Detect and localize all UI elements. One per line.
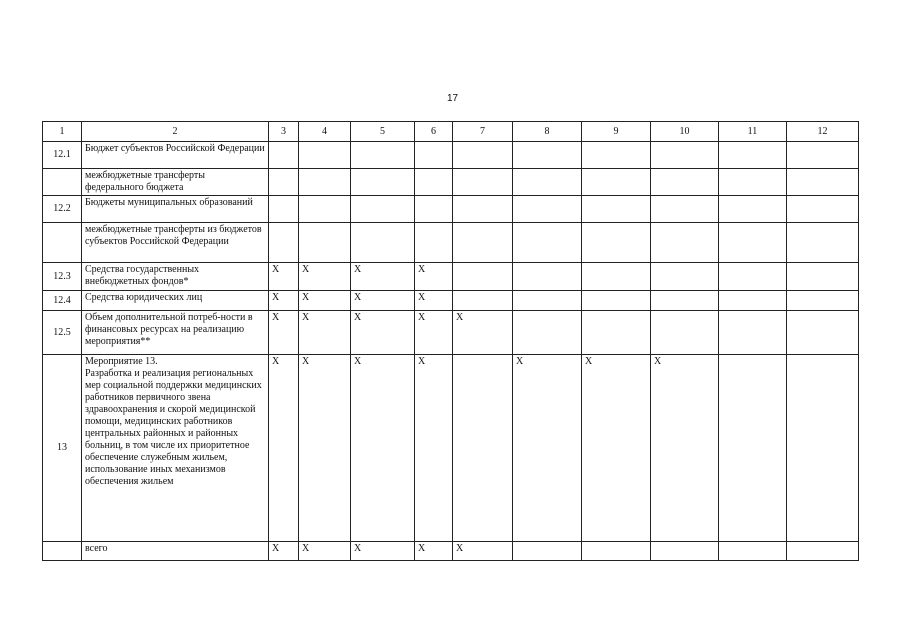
row-description: Средства государственных внебюджетных фондов* bbox=[82, 263, 269, 291]
row-number: 12.1 bbox=[43, 142, 82, 169]
table-row bbox=[43, 311, 859, 355]
mark-cell bbox=[453, 355, 513, 542]
mark-cell: X bbox=[453, 542, 513, 561]
column-header: 4 bbox=[299, 122, 351, 142]
table-row bbox=[43, 142, 859, 169]
row-number bbox=[43, 542, 82, 561]
page-number: 17 bbox=[446, 93, 459, 104]
mark-cell bbox=[299, 169, 351, 196]
mark-cell bbox=[787, 263, 859, 291]
mark-cell bbox=[582, 196, 651, 223]
mark-cell: X bbox=[351, 291, 415, 311]
table-row bbox=[43, 355, 859, 542]
mark-cell: X bbox=[269, 542, 299, 561]
mark-cell bbox=[582, 223, 651, 263]
mark-cell bbox=[787, 355, 859, 542]
mark-cell bbox=[651, 263, 719, 291]
mark-cell bbox=[582, 311, 651, 355]
mark-cell bbox=[269, 142, 299, 169]
mark-cell bbox=[787, 142, 859, 169]
mark-cell bbox=[787, 196, 859, 223]
table-row bbox=[43, 196, 859, 223]
row-number: 12.3 bbox=[43, 263, 82, 291]
row-description: межбюджетные трансферты из бюджетов субъектов Российской Федерации bbox=[82, 223, 269, 263]
column-header: 11 bbox=[719, 122, 787, 142]
mark-cell bbox=[299, 223, 351, 263]
column-header: 2 bbox=[82, 122, 269, 142]
column-header: 10 bbox=[651, 122, 719, 142]
mark-cell: X bbox=[415, 291, 453, 311]
mark-cell bbox=[513, 291, 582, 311]
mark-cell bbox=[651, 542, 719, 561]
mark-cell: X bbox=[299, 263, 351, 291]
mark-cell bbox=[269, 196, 299, 223]
mark-cell: X bbox=[415, 263, 453, 291]
mark-cell: X bbox=[269, 291, 299, 311]
mark-cell bbox=[351, 223, 415, 263]
mark-cell bbox=[651, 223, 719, 263]
mark-cell bbox=[453, 223, 513, 263]
mark-cell bbox=[453, 196, 513, 223]
row-number: 13 bbox=[43, 355, 82, 542]
row-description: Средства юридических лиц bbox=[82, 291, 269, 311]
column-header: 5 bbox=[351, 122, 415, 142]
mark-cell bbox=[269, 169, 299, 196]
mark-cell: X bbox=[415, 311, 453, 355]
row-description: Бюджеты муниципальных образований bbox=[82, 196, 269, 223]
mark-cell bbox=[787, 291, 859, 311]
mark-cell bbox=[582, 263, 651, 291]
mark-cell bbox=[351, 196, 415, 223]
mark-cell: X bbox=[269, 263, 299, 291]
mark-cell: X bbox=[299, 311, 351, 355]
table-body bbox=[43, 122, 859, 561]
mark-cell: X bbox=[453, 311, 513, 355]
mark-cell bbox=[513, 223, 582, 263]
mark-cell bbox=[453, 142, 513, 169]
row-number: 12.4 bbox=[43, 291, 82, 311]
row-description: всего bbox=[82, 542, 269, 561]
row-number: 12.5 bbox=[43, 311, 82, 355]
mark-cell bbox=[719, 142, 787, 169]
table-row bbox=[43, 223, 859, 263]
mark-cell bbox=[719, 169, 787, 196]
mark-cell bbox=[651, 196, 719, 223]
mark-cell bbox=[453, 169, 513, 196]
mark-cell: X bbox=[351, 355, 415, 542]
mark-cell bbox=[719, 263, 787, 291]
column-header: 7 bbox=[453, 122, 513, 142]
mark-cell bbox=[719, 542, 787, 561]
mark-cell bbox=[513, 311, 582, 355]
mark-cell bbox=[651, 291, 719, 311]
row-number bbox=[43, 223, 82, 263]
mark-cell bbox=[299, 142, 351, 169]
mark-cell: X bbox=[415, 542, 453, 561]
mark-cell bbox=[719, 355, 787, 542]
mark-cell bbox=[415, 142, 453, 169]
mark-cell: X bbox=[651, 355, 719, 542]
mark-cell bbox=[651, 311, 719, 355]
mark-cell bbox=[787, 223, 859, 263]
mark-cell bbox=[787, 169, 859, 196]
mark-cell bbox=[651, 169, 719, 196]
mark-cell bbox=[582, 542, 651, 561]
table-row bbox=[43, 169, 859, 196]
mark-cell bbox=[415, 223, 453, 263]
mark-cell bbox=[582, 142, 651, 169]
mark-cell: X bbox=[351, 311, 415, 355]
row-number: 12.2 bbox=[43, 196, 82, 223]
column-header: 12 bbox=[787, 122, 859, 142]
mark-cell bbox=[719, 311, 787, 355]
row-description: Мероприятие 13. Разработка и реализация региональных мер социальной поддержки медицинских работников первичного звена здравоохранения и скорой медицинской помощи, медицинских работников центральных районных и районных больниц, в том числе их приоритетное обеспечение служебным жильем, использование иных механизмов обеспечения жильем bbox=[82, 355, 269, 542]
column-number-row bbox=[43, 122, 859, 142]
mark-cell: X bbox=[299, 542, 351, 561]
column-header: 6 bbox=[415, 122, 453, 142]
mark-cell bbox=[299, 196, 351, 223]
mark-cell bbox=[787, 311, 859, 355]
mark-cell bbox=[415, 169, 453, 196]
row-description: межбюджетные трансферты федерального бюджета bbox=[82, 169, 269, 196]
column-header: 8 bbox=[513, 122, 582, 142]
mark-cell bbox=[787, 542, 859, 561]
budget-table bbox=[42, 121, 859, 561]
column-header: 3 bbox=[269, 122, 299, 142]
mark-cell bbox=[513, 542, 582, 561]
row-description: Бюджет субъектов Российской Федерации bbox=[82, 142, 269, 169]
mark-cell bbox=[719, 223, 787, 263]
row-number bbox=[43, 169, 82, 196]
mark-cell bbox=[719, 291, 787, 311]
mark-cell: X bbox=[299, 291, 351, 311]
mark-cell bbox=[513, 196, 582, 223]
table-row bbox=[43, 542, 859, 561]
mark-cell bbox=[269, 223, 299, 263]
mark-cell: X bbox=[351, 263, 415, 291]
mark-cell bbox=[453, 263, 513, 291]
mark-cell: X bbox=[415, 355, 453, 542]
mark-cell bbox=[582, 291, 651, 311]
row-description: Объем дополнительной потреб-ности в финансовых ресурсах на реализацию мероприятия** bbox=[82, 311, 269, 355]
mark-cell: X bbox=[269, 311, 299, 355]
mark-cell bbox=[415, 196, 453, 223]
mark-cell bbox=[513, 169, 582, 196]
mark-cell: X bbox=[351, 542, 415, 561]
mark-cell: X bbox=[299, 355, 351, 542]
mark-cell: X bbox=[582, 355, 651, 542]
mark-cell bbox=[513, 142, 582, 169]
column-header: 1 bbox=[43, 122, 82, 142]
mark-cell bbox=[651, 142, 719, 169]
mark-cell bbox=[351, 169, 415, 196]
table-row bbox=[43, 291, 859, 311]
mark-cell bbox=[453, 291, 513, 311]
table-row bbox=[43, 263, 859, 291]
column-header: 9 bbox=[582, 122, 651, 142]
mark-cell bbox=[582, 169, 651, 196]
mark-cell bbox=[513, 263, 582, 291]
mark-cell bbox=[719, 196, 787, 223]
mark-cell bbox=[351, 142, 415, 169]
mark-cell: X bbox=[269, 355, 299, 542]
mark-cell: X bbox=[513, 355, 582, 542]
